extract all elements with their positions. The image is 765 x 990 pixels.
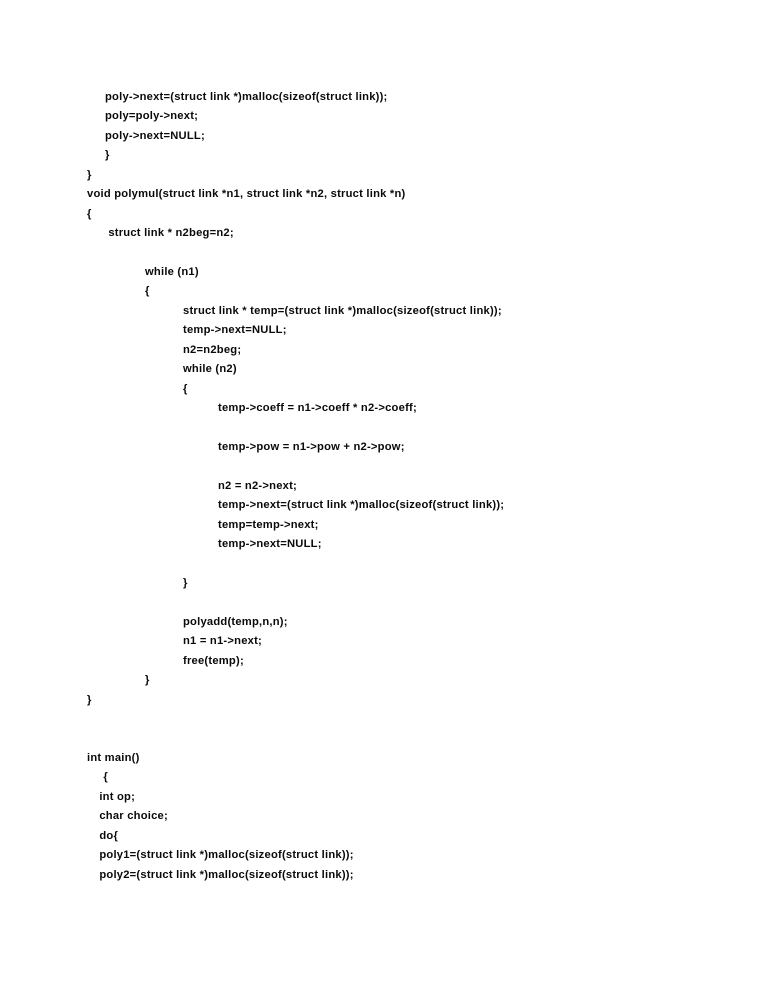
- code-line: }: [105, 149, 110, 162]
- code-line: n2 = n2->next;: [218, 479, 297, 492]
- code-line: temp->pow = n1->pow + n2->pow;: [218, 440, 405, 453]
- code-line: char choice;: [96, 810, 168, 823]
- code-line: {: [87, 207, 92, 220]
- code-line: while (n1): [145, 265, 199, 278]
- code-line: }: [183, 576, 188, 589]
- code-line: temp->next=NULL;: [218, 538, 322, 551]
- code-line: poly2=(struct link *)malloc(sizeof(struct link));: [96, 868, 354, 881]
- code-line: int op;: [96, 790, 136, 803]
- code-line: poly->next=NULL;: [105, 129, 205, 142]
- code-line: struct link * temp=(struct link *)malloc(sizeof(struct link));: [183, 304, 502, 317]
- code-line: int main(): [87, 751, 140, 764]
- code-line-blank: [0, 729, 765, 748]
- code-line: temp->next=(struct link *)malloc(sizeof(struct link));: [218, 499, 505, 512]
- code-line: }: [87, 168, 92, 181]
- code-line-blank: [0, 457, 765, 476]
- code-line-blank: [0, 710, 765, 729]
- code-line: poly=poly->next;: [105, 110, 199, 123]
- code-line: do{: [96, 829, 119, 842]
- code-line-blank: [0, 418, 765, 437]
- code-line: }: [87, 693, 92, 706]
- code-line: polyadd(temp,n,n);: [183, 615, 288, 628]
- code-line: poly->next=(struct link *)malloc(sizeof(struct link));: [105, 91, 388, 103]
- code-line-blank: [0, 593, 765, 612]
- code-line: temp->next=NULL;: [183, 324, 287, 337]
- code-line: temp=temp->next;: [218, 518, 319, 531]
- code-line-blank: [0, 555, 765, 574]
- code-line: {: [145, 285, 150, 298]
- code-line: poly1=(struct link *)malloc(sizeof(struct link));: [96, 849, 354, 862]
- code-line: n2=n2beg;: [183, 343, 242, 356]
- code-line: struct link * n2beg=n2;: [105, 227, 234, 240]
- code-line: while (n2): [183, 363, 237, 376]
- code-line: {: [183, 382, 188, 395]
- code-listing: [0, 88, 765, 885]
- code-line: temp->coeff = n1->coeff * n2->coeff;: [218, 402, 417, 414]
- code-line: }: [145, 674, 150, 687]
- code-line: {: [100, 771, 108, 784]
- code-line: free(temp);: [183, 654, 244, 667]
- code-line-blank: [0, 244, 765, 263]
- code-line: void polymul(struct link *n1, struct link *n2, struct link *n): [87, 188, 406, 201]
- code-line: n1 = n1->next;: [183, 635, 262, 648]
